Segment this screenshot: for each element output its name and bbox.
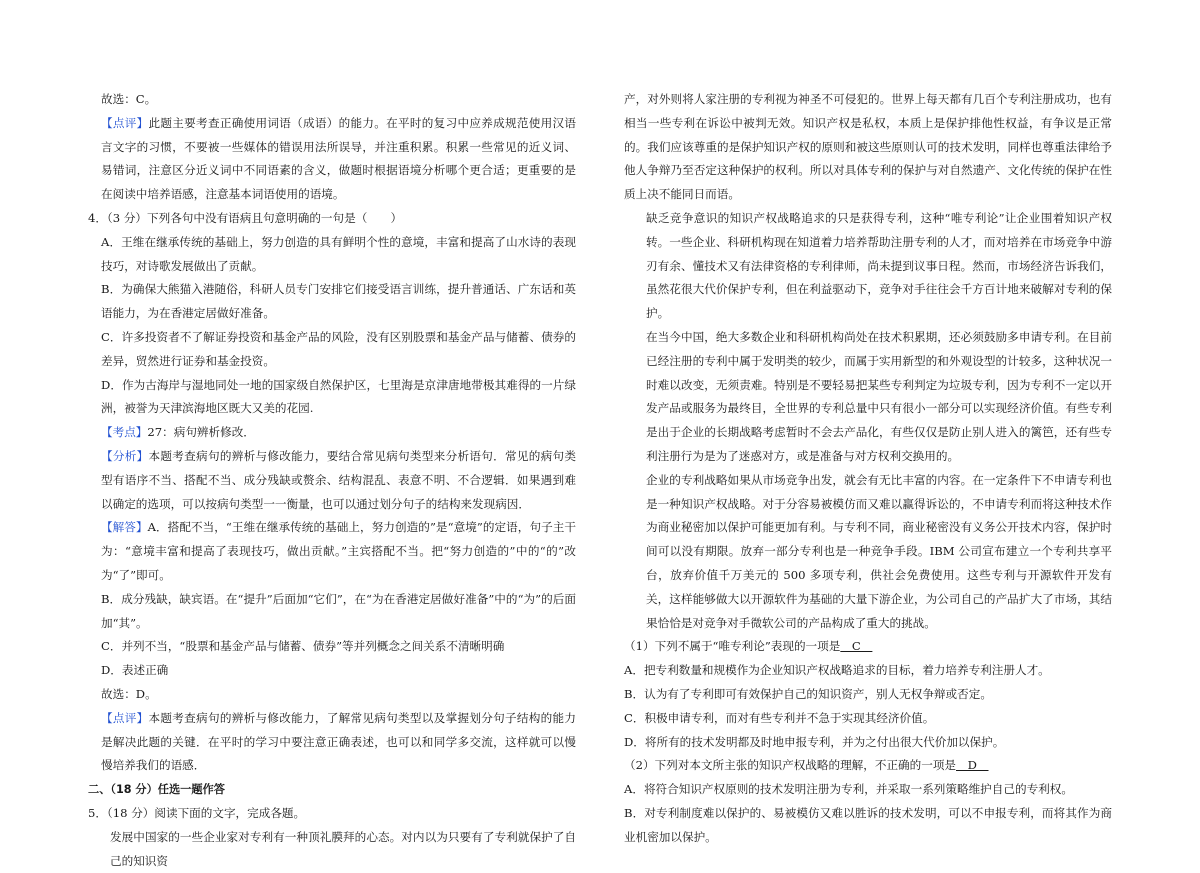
solution-b: B．成分残缺，缺宾语。在“提升”后面加“它们”，在“为在香港定居做好准备”中的“为”的后面加“其”。 [101, 591, 576, 630]
answer-line: 故选：D。 [101, 686, 157, 701]
sq1-option-a: A．把专利数量和规模作为企业知识产权战略追求的目标，着力培养专利注册人才。 [624, 663, 1050, 678]
passage-paragraph: 发展中国家的一些企业家对专利有一种顶礼膜拜的心态。对内以为只要有了专利就保护了自己的知识资 [110, 829, 576, 868]
solution-block [88, 516, 576, 587]
question-4-stem: 4．（3 分）下列各句中没有语病且句意明确的一句是（ ） [88, 210, 403, 225]
passage-paragraph: 在当今中国，绝大多数企业和科研机构尚处在技术积累期，还必须鼓励多申请专利。在目前已经注册的专利中属于发明类的较少，而属于实用新型的和外观设型的计较多，这种状况一时难以改变，无须责难。特别是不要轻易把某些专利判定为垃圾专利，因为专利不一定以开发产品或服务为最终目，全世界的专利总量中只有很小一部分可以实现经济价值。有些专利是出于企业的长期战略考虑暂时不会去产品化，有些仅仅是防止别人进入的篱笆，还有些专利注册行为是为了迷惑对方，或是准备与对方权利交换用的。 [646, 329, 1112, 463]
subquestion-2 [624, 754, 1112, 778]
question-5-stem: 5．（18 分）阅读下面的文字，完成各题。 [88, 805, 306, 820]
sq2-option-a: A．将符合知识产权原则的技术发明注册为专利，并采取一系列策略维护自己的专利权。 [624, 782, 1073, 797]
comment-text: 本题考查病句的辨析与修改能力，了解常见病句类型以及掌握划分句子结构的能力是解决此题的关键．在平时的学习中要注意正确表述，也可以和同学多交流，这样就可以慢慢培养我们的语感． [101, 710, 576, 773]
passage-paragraph: 缺乏竞争意识的知识产权战略追求的只是获得专利，这种“唯专利论”让企业围着知识产权转。一些企业、科研机构现在知道着力培养帮助注册专利的人才，而对培养在市场竞争中游刃有余、懂技术又有法律资格的专利律师，尚未提到议事日程。然而，市场经济告诉我们，虽然花很大代价保护专利，但在利益驱动下，竞争对手往往会千方百计地来破解对专利的保护。 [646, 210, 1112, 321]
kaodian-block [88, 421, 576, 445]
solution-d: D．表述正确 [101, 663, 169, 678]
q4-option-a: A．王维在继承传统的基础上，努力创造的具有鲜明个性的意境，丰富和提高了山水诗的表现技巧，对诗歌发展做出了贡献。 [101, 234, 576, 273]
analysis-text: 本题考查病句的辨析与修改能力，要结合常见病句类型来分析语句．常见的病句类型有语序不当、搭配不当、成分残缺或赘余、结构混乱、表意不明、不合逻辑．如果遇到难以确定的选项，可以按病句类型一一衡量，也可以通过划分句子的结构来发现病因． [101, 448, 576, 511]
q4-option-d: D．作为古海岸与湿地同处一地的国家级自然保护区，七里海是京津唐地带极其难得的一片绿洲，被誉为天津滨海地区既大又美的花园. [101, 377, 576, 416]
left-column [88, 88, 576, 873]
sq2-option-b: B．对专利制度难以保护的、易被模仿又难以胜诉的技术发明，可以不申报专利，而将其作为商业机密加以保护。 [624, 805, 1112, 844]
subquestion-1 [624, 635, 1112, 659]
solution-tag: 【解答】 [101, 520, 148, 535]
passage-paragraph: 产，对外则将人家注册的专利视为神圣不可侵犯的。世界上每天都有几百个专利注册成功，也有相当一些专利在诉讼中被判无效。知识产权是私权，本质上是保护排他性权益，有争议是正常的。我们应该尊重的是保护知识产权的原则和被这些原则认可的技术发明，同样也尊重法律给予他人争辩乃至否定这种保护的权利。所以对具体专利的保护与对自然遗产、文化传统的保护在性质上决不能同日而语。 [624, 92, 1112, 202]
subquestion-1-stem: （1）下列不属于“唯专利论”表现的一项是 [624, 639, 841, 654]
sq1-option-c: C．积极申请专利，而对有些专利并不急于实现其经济价值。 [624, 710, 935, 725]
analysis-block [88, 445, 576, 516]
solution-c: C．并列不当，“股票和基金产品与储蓄、债券”等并列概念之间关系不清晰明确 [101, 639, 505, 654]
q4-option-b: B．为确保大熊猫入港随俗，科研人员专门安排它们接受语言训练，提升普通话、广东话和英语能力，为在香港定居做好准备。 [101, 282, 576, 321]
comment-tag: 【点评】 [101, 115, 149, 130]
subquestion-2-stem: （2）下列对本文所主张的知识产权战略的理解，不正确的一项是 [624, 758, 957, 773]
subquestion-2-answer: D [956, 758, 989, 773]
q4-option-c: C．许多投资者不了解证券投资和基金产品的风险，没有区别股票和基金产品与储蓄、债券的差异，贸然进行证券和基金投资。 [101, 329, 576, 368]
sq1-option-b: B．认为有了专利即可有效保护自己的知识资产，别人无权争辩或否定。 [624, 686, 992, 701]
subquestion-1-answer: C [840, 639, 873, 654]
section-heading: 二、（18 分）任选一题作答 [88, 783, 225, 797]
answer-line: 故选：C。 [101, 92, 157, 106]
kaodian-tag: 【考点】 [101, 425, 148, 440]
right-column [624, 88, 1112, 850]
solution-text: A．搭配不当，“王维在继承传统的基础上，努力创造的”是“意境”的定语，句子主干为：“意境丰富和提高了表现技巧，做出贡献。”主宾搭配不当。把“努力创造的”中的“的”改为“了”即可。 [101, 520, 576, 582]
sq1-option-d: D．将所有的技术发明都及时地申报专利，并为之付出很大代价加以保护。 [624, 734, 1005, 749]
kaodian-text: 27：病句辨析修改． [147, 425, 255, 440]
comment-text: 此题主要考查正确使用词语（成语）的能力。在平时的复习中应养成规范使用汉语言文字的习惯，不要被一些媒体的错误用法所误导，并注重积累。积累一些常见的近义词、易错词，注意区分近义词中不同语素的含义，做题时根据语境分析哪个更合适；更重要的是在阅读中培养语感，注意基本词语使用的语境。 [101, 115, 576, 202]
comment-block [88, 707, 576, 778]
comment-tag: 【点评】 [101, 710, 149, 725]
passage-paragraph: 企业的专利战略如果从市场竞争出发，就会有无比丰富的内容。在一定条件下不申请专利也是一种知识产权战略。对于分容易被模仿而又难以赢得诉讼的，不申请专利而将这种技术作为商业秘密加以保护可能更加有利。与专利不同，商业秘密没有义务公开技术内容，保护时间可以没有期限。放弃一部分专利也是一种竞争手段。IBM 公司宣布建立一个专利共享平台，放弃价值千万美元的 500 多项专利，供社会免费使用。这些专利与开源软件开发有关，这样能够做大以开源软件为基础的大量下游企业，为公司自己的产品扩大了市场，其结果恰恰是对竞争对手微软公司的产品构成了重大的挑战。 [646, 472, 1112, 630]
analysis-tag: 【分析】 [101, 448, 149, 463]
comment-block [88, 112, 576, 207]
